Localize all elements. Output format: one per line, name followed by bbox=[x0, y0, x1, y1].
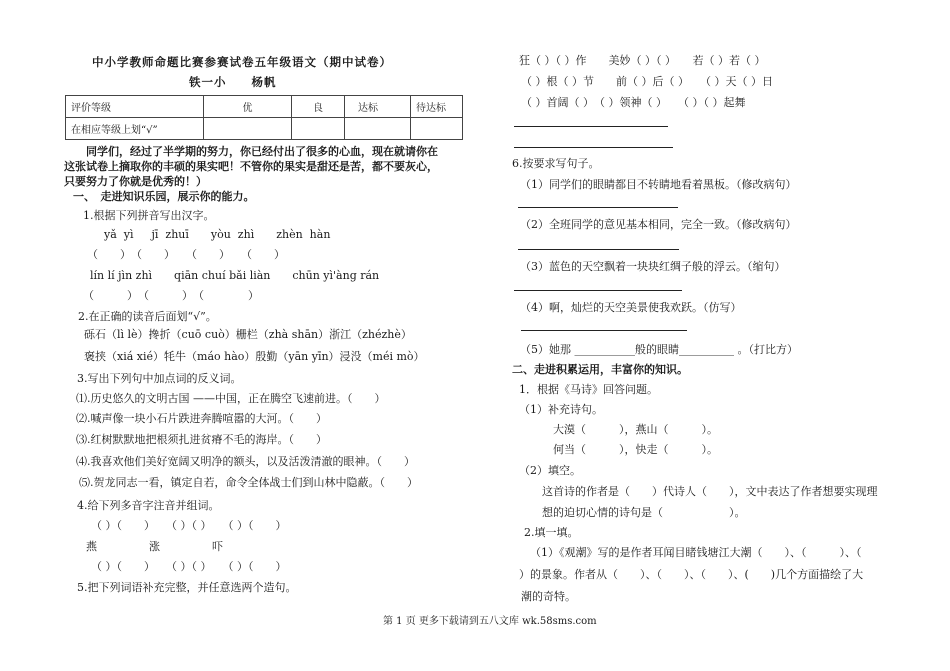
page-footer: 第 1 页 更多下载请到五八文库 wk.58sms.com bbox=[383, 616, 597, 627]
grade-mark-cell[interactable] bbox=[292, 118, 345, 140]
q4-char-xia: 吓 bbox=[212, 540, 223, 553]
answer-line[interactable] bbox=[514, 290, 682, 291]
s2-q1-sub1: （1）补充诗句。 bbox=[519, 403, 603, 416]
q4-answer-row3[interactable]: （ ）（ ） （ ）（ ） （ ）（ ） bbox=[91, 560, 287, 573]
grade-table bbox=[65, 95, 463, 140]
s2-q2-line-2[interactable]: ）的景象。作者从（ ）、（ ）、（ ）、( )几个方面描绘了大 bbox=[519, 568, 864, 581]
q5-words-line-2[interactable]: （ ）根（ ）节 前（ ）后（ ） （ ）天（ ）日 bbox=[521, 75, 773, 88]
author-line: 铁一小 杨帆 bbox=[189, 75, 277, 89]
grade-not-pass: 待达标 bbox=[411, 96, 463, 118]
q4-char-yan: 燕 bbox=[86, 540, 97, 553]
q1-pinyin-row2: lín lí jìn zhì qiān chuí bǎi liàn chūn yì'àng rán bbox=[90, 269, 380, 282]
q3-item: ⑴.历史悠久的文明古国 ——中国，正在腾空飞速前进。（ ） bbox=[76, 392, 386, 405]
q6-item: （4）啊，灿烂的天空美景使我欢跃。（仿写） bbox=[520, 301, 742, 314]
page-title: 中小学教师命题比赛参赛试卷五年级语文（期中试卷） bbox=[92, 55, 392, 69]
intro-line-1: 同学们，经过了半学期的努力，你已经付出了很多的心血，现在就请你在 bbox=[64, 145, 438, 158]
grade-mark-cell[interactable] bbox=[411, 118, 463, 140]
s2-q1-fill-1[interactable]: 这首诗的作者是（ ）代诗人（ ），文中表达了作者想要实现理 bbox=[542, 485, 878, 498]
grade-mark-cell[interactable] bbox=[204, 118, 292, 140]
section2-heading: 二、走进积累运用，丰富你的知识。 bbox=[512, 363, 688, 376]
grade-mark-cell[interactable] bbox=[345, 118, 411, 140]
q6-title: 6.按要求写句子。 bbox=[512, 157, 600, 170]
s2-q2-title: 2.填一填。 bbox=[524, 526, 579, 539]
q4-title: 4.给下列多音字注音并组词。 bbox=[77, 499, 220, 512]
s2-q1-fill-2[interactable]: 想的迫切心情的诗句是（ ）。 bbox=[542, 506, 746, 519]
q5-words-line-1[interactable]: 狂（ ）（ ）作 美妙（ ）（ ） 若（ ）若（ ） bbox=[519, 54, 766, 67]
grade-good: 良 bbox=[292, 96, 345, 118]
intro-line-3: 只要努力了你就是优秀的！） bbox=[64, 175, 207, 188]
q2-title: 2.在正确的读音后面划“√”。 bbox=[78, 310, 217, 323]
s2-q2-line-3: 潮的奇特。 bbox=[521, 590, 576, 603]
q3-item: ⑵.喊声像一块小石片跌进奔腾喧嚣的大河。（ ） bbox=[76, 412, 327, 425]
s2-q1-verse-1[interactable]: 大漠（ ），燕山（ ）。 bbox=[553, 423, 718, 436]
s2-q1-title: 1．根据《马诗》回答问题。 bbox=[519, 383, 658, 396]
q1-answer-row2[interactable]: （ ） （ ） （ ） bbox=[83, 289, 259, 302]
answer-line[interactable] bbox=[514, 126, 668, 127]
q3-item: ⑸.贺龙同志一看，镇定自若，命令全体战士们到山林中隐蔽。（ ） bbox=[79, 476, 418, 489]
grade-excellent: 优 bbox=[204, 96, 292, 118]
q3-item: ⑷.我喜欢他们美好宽阔又明净的额头，以及活泼清澈的眼神。（ ） bbox=[76, 455, 415, 468]
q1-pinyin-row1: yǎ yì jī zhuī yòu zhì zhèn hàn bbox=[104, 228, 331, 241]
answer-line[interactable] bbox=[518, 207, 678, 208]
intro-line-2: 这张试卷上摘取你的丰硕的果实吧！不管你的果实是甜还是苦，都不要灰心， bbox=[64, 160, 438, 173]
s2-q1-verse-2[interactable]: 何当（ ），快走（ ）。 bbox=[553, 443, 718, 456]
grade-header-label: 评价等级 bbox=[66, 96, 204, 118]
q6-item: （1）同学们的眼睛都目不转睛地看着黑板。（修改病句） bbox=[520, 178, 797, 191]
q3-item: ⑶.红树默默地把根须扎进贫瘠不毛的海岸。（ ） bbox=[76, 433, 327, 446]
s2-q2-line-1[interactable]: （1）《观潮》写的是作者耳闻目睹钱塘江大潮（ ）、（ ）、（ bbox=[530, 546, 862, 559]
section1-heading: 一、 走进知识乐园，展示你的能力。 bbox=[73, 190, 255, 203]
q4-answer-row1[interactable]: （ ）（ ） （ ）（ ） （ ）（ ） bbox=[91, 519, 287, 532]
grade-mark-label: 在相应等级上划“√” bbox=[66, 118, 204, 140]
q4-char-zhang: 涨 bbox=[149, 540, 160, 553]
q2-line-2: 褒挟（xiá xié）牦牛（máo hào）殷勤（yān yīn）浸没（méi mò） bbox=[84, 350, 425, 363]
s2-q1-sub2: （2）填空。 bbox=[519, 464, 581, 477]
q1-answer-row1[interactable]: （ ） （ ） （ ） （ ） bbox=[87, 248, 285, 261]
grade-pass: 达标 bbox=[345, 96, 411, 118]
answer-line[interactable] bbox=[514, 147, 673, 148]
answer-line[interactable] bbox=[518, 249, 679, 250]
q2-line-1: 砾石（lì lè）搀折（cuō cuò）栅栏（zhà shān）浙江（zhézhè） bbox=[84, 328, 412, 341]
q1-title: 1.根据下列拼音写出汉字。 bbox=[83, 209, 215, 222]
q6-item[interactable]: （5）她那 ___________般的眼睛__________ 。（打比方） bbox=[520, 343, 798, 356]
q6-item: （2）全班同学的意见基本相同，完全一致。（修改病句） bbox=[520, 218, 797, 231]
q5-words-line-3[interactable]: （ ）首阔（ ） （ ）领神（ ） （ ）（ ）起舞 bbox=[521, 96, 746, 109]
answer-line[interactable] bbox=[521, 330, 687, 331]
q3-title: 3.写出下列句中加点词的反义词。 bbox=[77, 372, 242, 385]
q5-title: 5.把下列词语补充完整，并任意选两个造句。 bbox=[77, 581, 297, 594]
q6-item: （3）蓝色的天空飘着一块块红绸子般的浮云。（缩句） bbox=[520, 260, 786, 273]
